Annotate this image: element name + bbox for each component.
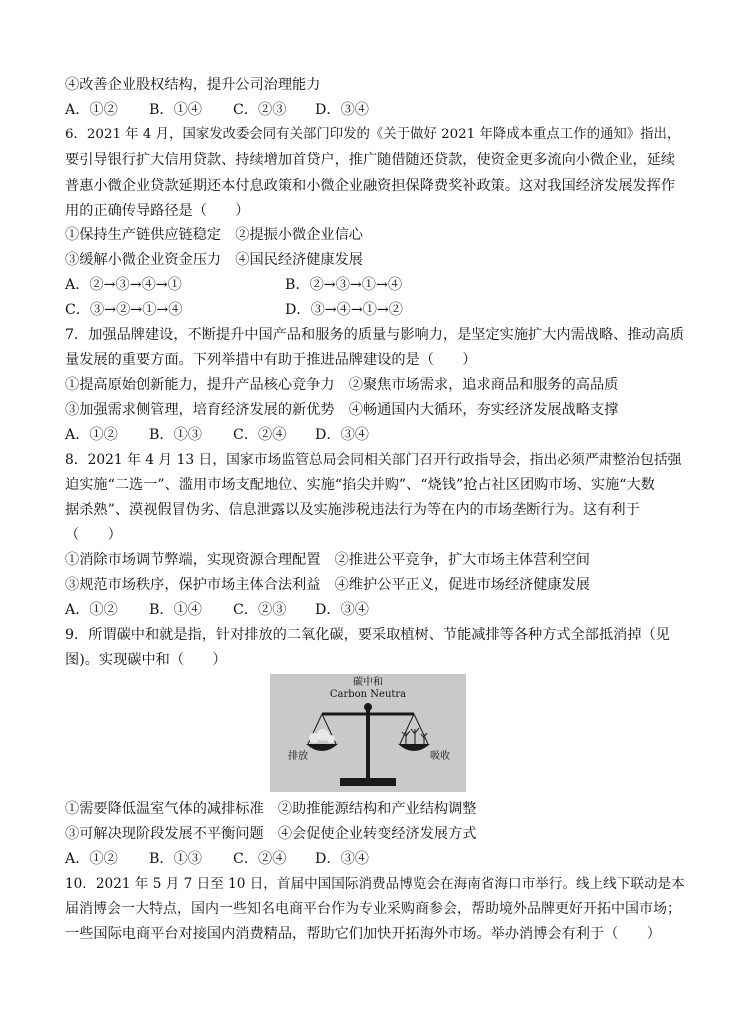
q8-stem-line-4: （ ） <box>65 527 122 543</box>
q5-answer-choices <box>65 98 685 122</box>
q9-answer-choices <box>65 847 685 871</box>
q5-choice-d: D．③④ <box>315 102 369 118</box>
q8-choice-c: C．②③ <box>233 602 287 618</box>
balance-scale-icon <box>270 674 466 792</box>
q9-choice-d: D．③④ <box>315 851 369 867</box>
carbon-neutral-balance-figure <box>270 674 466 792</box>
q6-answer-choices-ab <box>65 273 685 297</box>
q6-choice-a: A．②→③→④→① <box>65 277 182 293</box>
q9-choice-b: B．①③ <box>149 851 202 867</box>
q6-answer-choices-cd <box>65 298 685 322</box>
q10-stem-line-2: 届消博会一大特点，国内一些知名电商平台作为专业采购商参会，帮助境外品牌更好开拓中国市场； <box>65 901 681 917</box>
q6-stem-line-2: 要引导银行扩大信用贷款、持续增加首贷户，推广随借随还贷款，使资金更多流向小微企业，延续 <box>65 152 676 168</box>
q5-choice-c: C．②③ <box>233 102 287 118</box>
q5-choice-a: A．①② <box>65 102 118 118</box>
q6-choice-c: C．③→②→①→④ <box>65 302 183 318</box>
q9-items-line-1: ①需要降低温室气体的减排标准 ②助推能源结构和产业结构调整 <box>65 801 477 817</box>
figure-label-emission: 排放 <box>288 751 308 762</box>
q7-choice-a: A．①② <box>65 427 118 443</box>
q9-choice-a: A．①② <box>65 851 118 867</box>
q9-choice-c: C．②④ <box>233 851 287 867</box>
q10-stem-line-1: 10．2021 年 5 月 7 日至 10 日，首届中国国际消费品博览会在海南省海口市举行。线上线下联动是本 <box>65 876 685 892</box>
q7-choice-d: D．③④ <box>315 427 369 443</box>
q8-choice-a: A．①② <box>65 602 118 618</box>
q7-items-line-1: ①提高原始创新能力，提升产品核心竞争力 ②聚焦市场需求，追求商品和服务的高品质 <box>65 377 619 393</box>
q6-choice-d: D．③→④→①→② <box>285 302 403 318</box>
q7-stem-line-2: 量发展的重要方面。下列举措中有助于推进品牌建设的是（ ） <box>65 352 477 368</box>
figure-label-absorption: 吸收 <box>430 751 450 762</box>
q8-items-line-2: ③规范市场秩序，保护市场主体合法利益 ④维护公平正义，促进市场经济健康发展 <box>65 577 590 593</box>
figure-title-en: Carbon Neutra <box>329 689 407 700</box>
q8-answer-choices <box>65 598 685 622</box>
q7-choice-b: B．①③ <box>149 427 202 443</box>
q6-stem-line-4: 用的正确传导路径是（ ） <box>65 203 250 219</box>
q6-items-line-1: ①保持生产链供应链稳定 ②提振小微企业信心 <box>65 227 363 243</box>
q5-choice-b: B．①④ <box>149 102 202 118</box>
q7-stem-line-1: 7．加强品牌建设，不断提升中国产品和服务的质量与影响力，是坚定实施扩大内需战略、推动高质 <box>65 327 685 343</box>
q6-stem-line-1: 6．2021 年 4 月，国家发改委会同有关部门印发的《关于做好 2021 年降成本重点工作的通知》指出， <box>65 127 681 142</box>
q10-stem-line-3: 一些国际电商平台对接国内消费精品，帮助它们加快开拓海外市场。举办消博会有利于（ ） <box>65 926 661 942</box>
q7-answer-choices <box>65 423 685 447</box>
q9-items-line-2: ③可解决现阶段发展不平衡问题 ④会促使企业转变经济发展方式 <box>65 826 477 842</box>
q8-choice-b: B．①④ <box>149 602 202 618</box>
q6-stem-line-3: 普惠小微企业贷款延期还本付息政策和小微企业融资担保降费奖补政策。这对我国经济发展发挥作 <box>65 178 676 194</box>
q8-choice-d: D．③④ <box>315 602 369 618</box>
q6-choice-b: B．②→③→①→④ <box>285 277 403 293</box>
figure-title-cn: 碳中和 <box>353 677 383 688</box>
q6-items-line-2: ③缓解小微企业资金压力 ④国民经济健康发展 <box>65 252 363 268</box>
q7-items-line-2: ③加强需求侧管理，培育经济发展的新优势 ④畅通国内大循环，夯实经济发展战略支撑 <box>65 402 619 418</box>
q9-stem-line-2: 图)。实现碳中和（ ） <box>65 652 227 668</box>
q7-choice-c: C．②④ <box>233 427 287 443</box>
q8-stem-line-3: 据杀熟”、漠视假冒伪劣、信息泄露以及实施涉税违法行为等在内的市场垄断行为。这有利于 <box>65 502 640 518</box>
q8-stem-line-2: 迫实施“二选一”、滥用市场支配地位、实施“掐尖并购”、“烧钱”抢占社区团购市场、实施“大数 <box>65 477 655 493</box>
q9-stem-line-1: 9．所谓碳中和就是指，针对排放的二氧化碳，要采取植树、节能减排等各种方式全部抵消掉（见 <box>65 627 670 643</box>
q5-option-4: ④改善企业股权结构，提升公司治理能力 <box>65 77 321 93</box>
q8-stem-line-1: 8．2021 年 4 月 13 日，国家市场监管总局会同相关部门召开行政指导会，指出必须严肃整治包括强 <box>65 452 682 468</box>
q8-items-line-1: ①消除市场调节弊端，实现资源合理配置 ②推进公平竞争，扩大市场主体营利空间 <box>65 552 590 568</box>
